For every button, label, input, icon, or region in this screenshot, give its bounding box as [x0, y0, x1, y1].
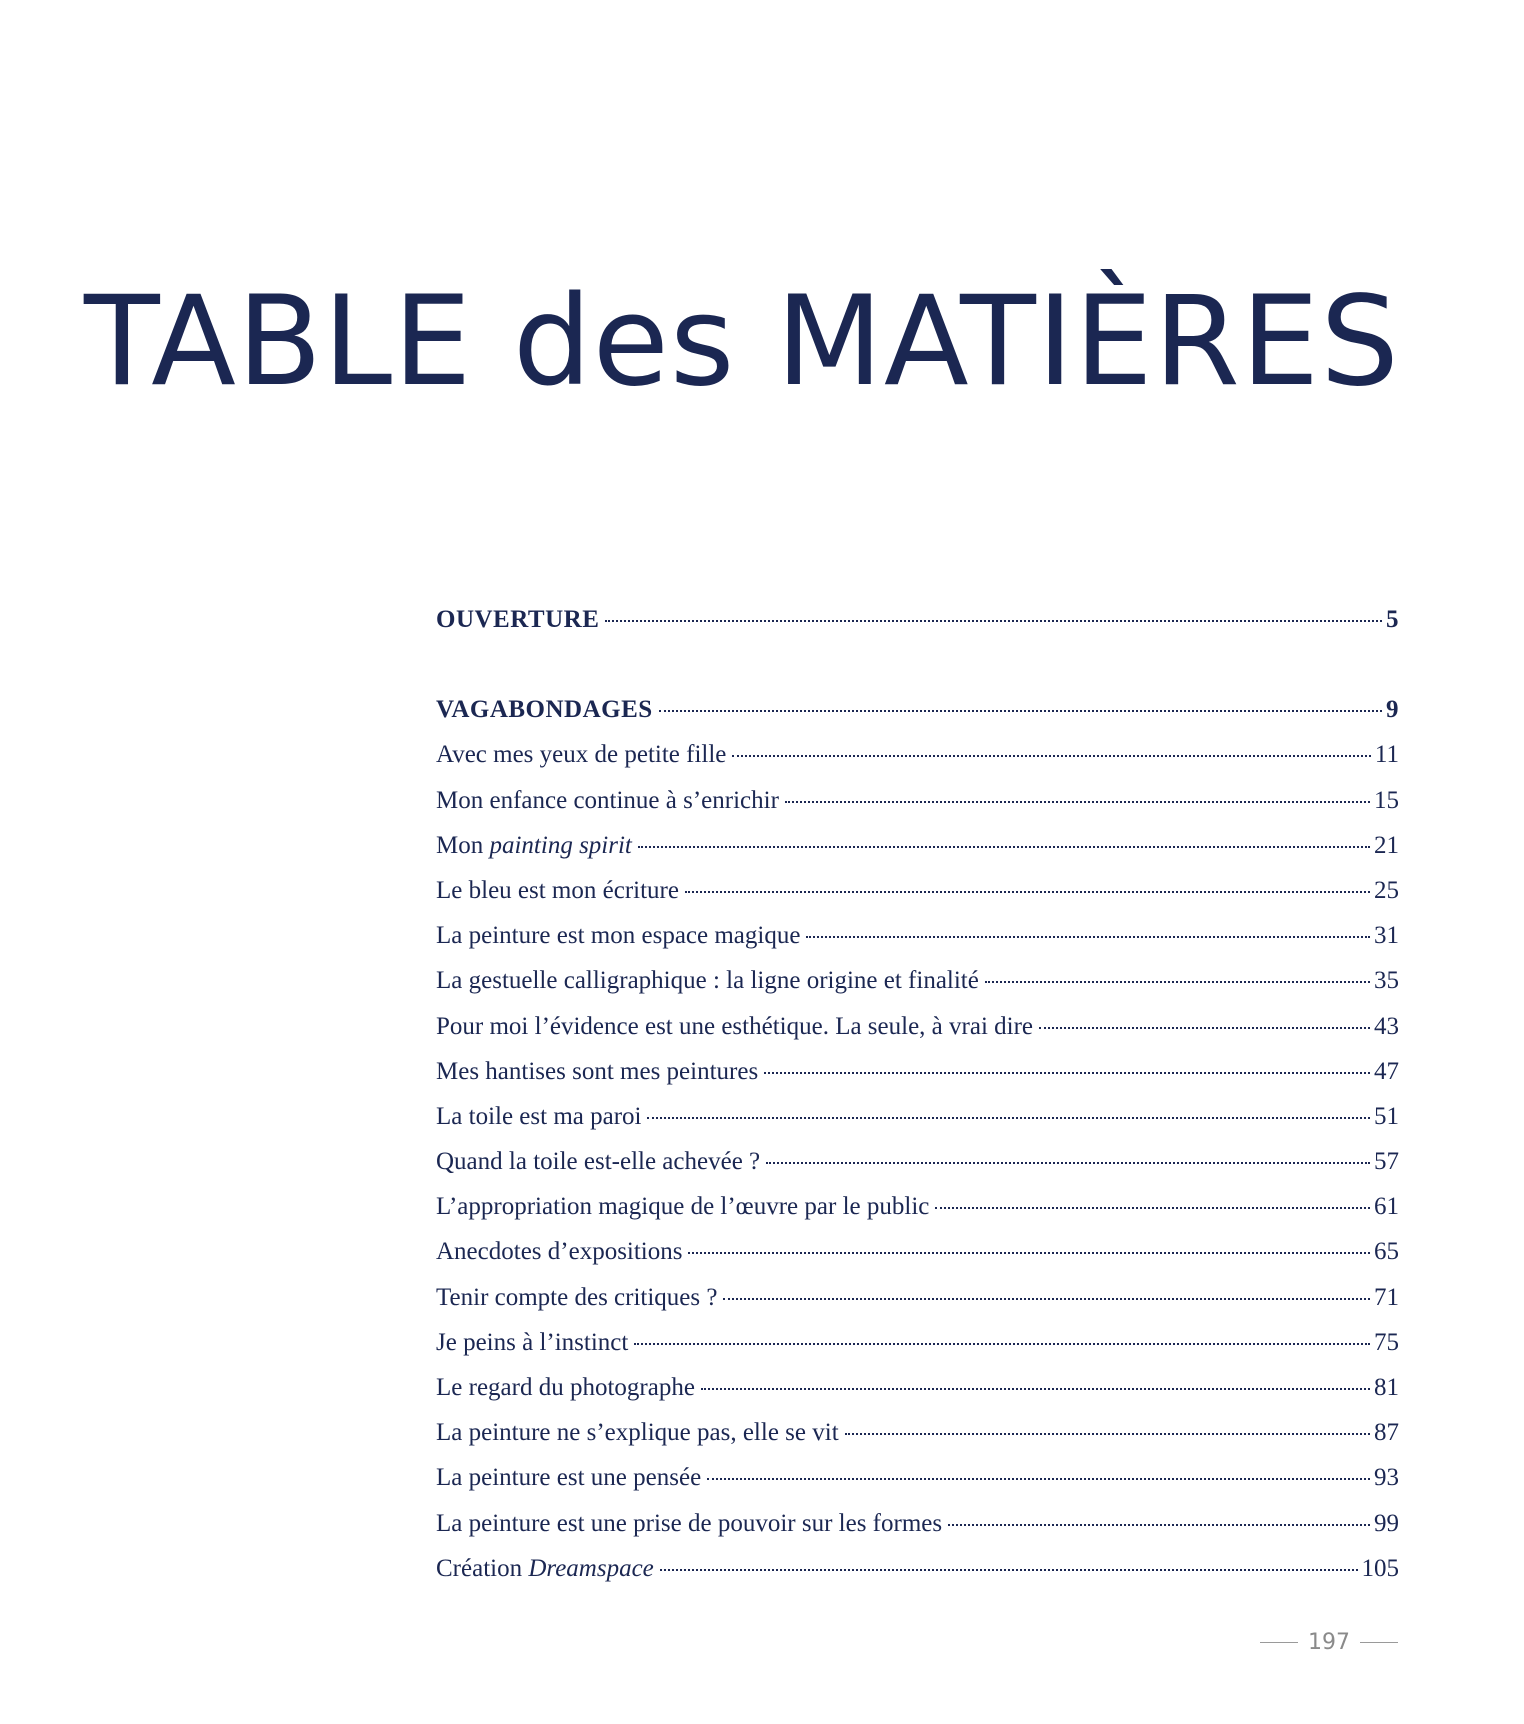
toc-entry[interactable]	[436, 1555, 1399, 1600]
toc-page-number: 25	[1374, 876, 1399, 904]
dot-leader	[1039, 1027, 1370, 1029]
toc-entry-label: Je peins à l’instinct	[436, 1328, 629, 1356]
page-title: TABLE des MATIÈRES	[84, 270, 1400, 414]
toc-page-number: 11	[1374, 741, 1399, 769]
toc-entry[interactable]	[436, 1238, 1399, 1283]
dot-leader	[707, 1478, 1370, 1480]
toc-page-number: 93	[1374, 1464, 1399, 1492]
toc-page-number: 87	[1374, 1419, 1399, 1447]
toc-page-number: 5	[1386, 606, 1399, 633]
toc-entry-label: Quand la toile est-elle achevée ?	[436, 1148, 761, 1176]
toc-entry-label: Mon enfance continue à s’enrichir	[436, 786, 779, 814]
toc-entry-label: Le bleu est mon écriture	[436, 876, 679, 904]
toc-page-number: 51	[1374, 1102, 1399, 1130]
toc-page-number: 31	[1374, 922, 1399, 950]
toc-entry-label: La peinture est une pensée	[436, 1464, 702, 1492]
dot-leader	[659, 710, 1382, 712]
dot-leader	[638, 846, 1370, 848]
dot-leader	[732, 755, 1371, 757]
toc-entry-label: La toile est ma paroi	[436, 1102, 642, 1130]
toc-entry[interactable]	[436, 967, 1399, 1012]
page-folio	[1250, 1630, 1408, 1655]
toc-entry[interactable]	[436, 787, 1399, 832]
toc-entry[interactable]	[436, 741, 1399, 786]
toc-entry-label: Tenir compte des critiques ?	[436, 1283, 718, 1311]
folio-rule-left	[1260, 1642, 1298, 1643]
dot-leader	[688, 1252, 1370, 1254]
toc-entry[interactable]	[436, 1329, 1399, 1374]
toc-entry-label: OUVERTURE	[436, 606, 600, 633]
toc-page-number: 15	[1374, 786, 1399, 814]
toc-entry-label: Anecdotes d’expositions	[436, 1238, 683, 1266]
toc-entry-label: VAGABONDAGES	[436, 696, 653, 724]
toc-page-number: 65	[1374, 1238, 1399, 1266]
dot-leader	[845, 1433, 1370, 1435]
toc-entry[interactable]	[436, 1013, 1399, 1058]
toc-entry-label: La gestuelle calligraphique : la ligne origine et finalité	[436, 967, 979, 995]
toc-entry-label: Le regard du photographe	[436, 1374, 695, 1401]
toc-page-number: 47	[1374, 1057, 1399, 1085]
toc-page-number: 99	[1374, 1509, 1399, 1537]
toc-entry-label: Mes hantises sont mes peintures	[436, 1057, 759, 1085]
dot-leader	[935, 1207, 1370, 1209]
toc-entry[interactable]	[436, 1419, 1399, 1464]
toc-page-number: 61	[1374, 1193, 1399, 1221]
toc-entry[interactable]	[436, 1148, 1399, 1193]
page-number: 197	[1308, 1630, 1350, 1655]
toc-page-number: 81	[1374, 1374, 1399, 1401]
toc-page-number: 71	[1374, 1283, 1399, 1311]
toc-entry[interactable]	[436, 1510, 1399, 1555]
dot-leader	[660, 1569, 1358, 1571]
toc-entry[interactable]	[436, 1058, 1399, 1103]
toc-page-number: 9	[1386, 696, 1399, 724]
dot-leader	[605, 620, 1382, 622]
toc-entry[interactable]	[436, 877, 1399, 922]
table-of-contents	[436, 606, 1399, 1600]
toc-entry-label: Création Dreamspace	[436, 1554, 654, 1582]
dot-leader	[647, 1117, 1370, 1119]
dot-leader	[985, 981, 1370, 983]
toc-entry-label: Pour moi l’évidence est une esthétique. La seule, à vrai dire	[436, 1012, 1034, 1040]
toc-entry-label: La peinture est mon espace magique	[436, 922, 801, 950]
section-spacer	[436, 651, 1399, 696]
dot-leader	[685, 891, 1370, 893]
toc-entry-label: Avec mes yeux de petite fille	[436, 741, 727, 769]
folio-rule-right	[1360, 1642, 1398, 1643]
toc-entry-label: La peinture est une prise de pouvoir sur les formes	[436, 1509, 943, 1537]
toc-page-number: 43	[1374, 1012, 1399, 1040]
dot-leader	[806, 936, 1370, 938]
toc-entry[interactable]	[436, 832, 1399, 877]
toc-entry[interactable]	[436, 1284, 1399, 1329]
dot-leader	[764, 1072, 1370, 1074]
dot-leader	[766, 1162, 1370, 1164]
toc-entry-label: La peinture ne s’explique pas, elle se vit	[436, 1419, 839, 1447]
dot-leader	[723, 1298, 1370, 1300]
toc-page-number: 75	[1374, 1328, 1399, 1356]
dot-leader	[785, 801, 1370, 803]
dot-leader	[701, 1388, 1370, 1390]
toc-section-ouverture[interactable]	[436, 606, 1399, 651]
dot-leader	[948, 1524, 1370, 1526]
dot-leader	[634, 1343, 1370, 1345]
toc-section-vagabondages[interactable]	[436, 696, 1399, 741]
toc-entry[interactable]	[436, 1464, 1399, 1509]
toc-entry-label: L’appropriation magique de l’œuvre par le public	[436, 1193, 930, 1221]
toc-page-number: 21	[1374, 831, 1399, 859]
toc-page-number: 35	[1374, 967, 1399, 995]
toc-entry[interactable]	[436, 1374, 1399, 1419]
toc-entry[interactable]	[436, 922, 1399, 967]
toc-entry[interactable]	[436, 1103, 1399, 1148]
toc-entry[interactable]	[436, 1193, 1399, 1238]
toc-page-number: 105	[1361, 1554, 1399, 1582]
toc-entry-label: Mon painting spirit	[436, 831, 632, 859]
toc-page-number: 57	[1374, 1148, 1399, 1176]
